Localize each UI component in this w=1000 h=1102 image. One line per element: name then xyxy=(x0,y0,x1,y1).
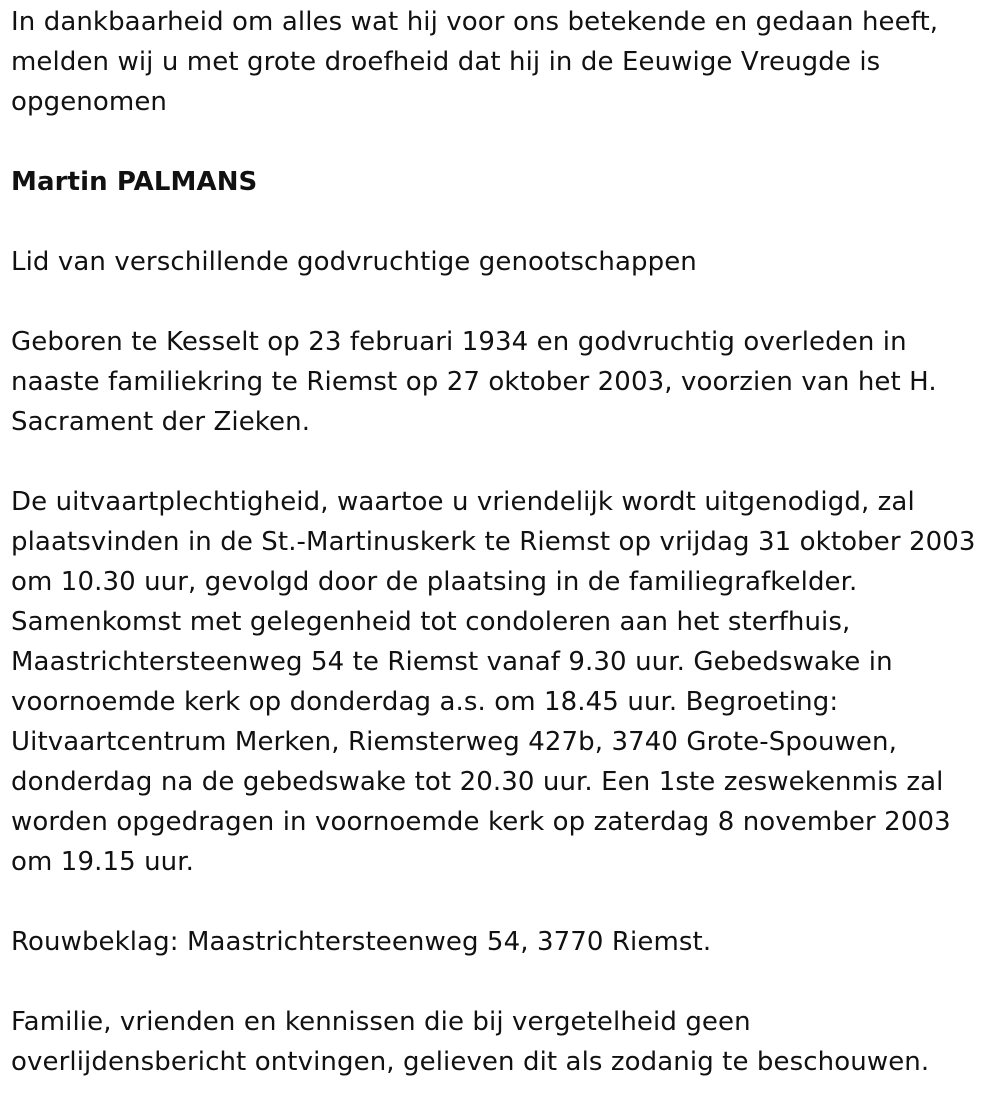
text-line: om 10.30 uur, gevolgd door de plaatsing in de familiegrafkelder. xyxy=(11,567,858,597)
obituary-document xyxy=(11,2,991,1082)
name-heading: Martin PALMANS xyxy=(11,167,258,197)
text-line: In dankbaarheid om alles wat hij voor ons betekende en gedaan heeft, xyxy=(11,7,939,37)
text-line: Samenkomst met gelegenheid tot condoleren aan het sterfhuis, xyxy=(11,607,851,637)
text-line: plaatsvinden in de St.-Martinuskerk te Riemst op vrijdag 31 oktober 2003 xyxy=(11,527,976,557)
text-line: Lid van verschillende godvruchtige genootschappen xyxy=(11,247,697,277)
paragraph-gap xyxy=(11,442,991,482)
text-line: worden opgedragen in voornoemde kerk op zaterdag 8 november 2003 xyxy=(11,807,951,837)
ceremony-paragraph xyxy=(11,482,991,882)
text-line: om 19.15 uur. xyxy=(11,847,195,877)
text-line: opgenomen xyxy=(11,87,167,117)
birth-death-paragraph xyxy=(11,322,991,442)
text-line: donderdag na de gebedswake tot 20.30 uur. Een 1ste zeswekenmis zal xyxy=(11,767,944,797)
paragraph-gap xyxy=(11,282,991,322)
text-line: Sacrament der Zieken. xyxy=(11,407,311,437)
text-line: Familie, vrienden en kennissen die bij vergetelheid geen xyxy=(11,1007,751,1037)
text-line: Rouwbeklag: Maastrichtersteenweg 54, 3770 Riemst. xyxy=(11,927,712,957)
paragraph-gap xyxy=(11,122,991,162)
text-line: melden wij u met grote droefheid dat hij in de Eeuwige Vreugde is xyxy=(11,47,881,77)
deceased-name xyxy=(11,162,991,202)
intro-paragraph xyxy=(11,2,991,122)
text-line: Uitvaartcentrum Merken, Riemsterweg 427b, 3740 Grote-Spouwen, xyxy=(11,727,897,757)
text-line: De uitvaartplechtigheid, waartoe u vriendelijk wordt uitgenodigd, zal xyxy=(11,487,915,517)
text-line: overlijdensbericht ontvingen, gelieven dit als zodanig te beschouwen. xyxy=(11,1047,930,1077)
paragraph-gap xyxy=(11,962,991,1002)
mourning-address-paragraph xyxy=(11,922,991,962)
text-line: naaste familiekring te Riemst op 27 oktober 2003, voorzien van het H. xyxy=(11,367,937,397)
text-line: Maastrichtersteenweg 54 te Riemst vanaf 9.30 uur. Gebedswake in xyxy=(11,647,893,677)
paragraph-gap xyxy=(11,202,991,242)
text-line: Geboren te Kesselt op 23 februari 1934 en godvruchtig overleden in xyxy=(11,327,907,357)
membership-paragraph xyxy=(11,242,991,282)
text-line: voornoemde kerk op donderdag a.s. om 18.45 uur. Begroeting: xyxy=(11,687,839,717)
paragraph-gap xyxy=(11,882,991,922)
closing-paragraph xyxy=(11,1002,991,1082)
